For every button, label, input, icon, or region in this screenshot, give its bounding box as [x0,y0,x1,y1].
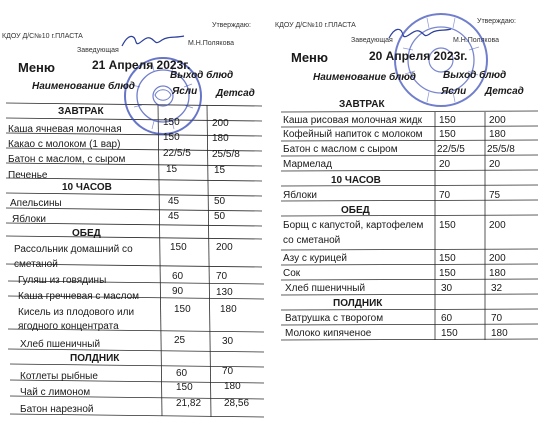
dish-name: Батон с маслом, с сыром [8,154,126,165]
menu-date: 21 Апреля 2023г. [92,58,191,72]
dish-name: Батон с маслом с сыром [283,144,398,155]
dish-name: Молоко кипяченое [285,328,372,339]
nursery-portion: 60 [441,313,453,324]
section-snack: ПОЛДНИК [70,353,120,364]
nursery-portion: 45 [168,211,180,222]
dish-name: Борщ с капустой, картофелем [283,220,424,231]
kindergarten-portion: 200 [212,118,229,129]
section-breakfast: ЗАВТРАК [58,106,104,117]
kindergarten-portion: 200 [216,242,233,253]
nursery-portion: 150 [439,268,456,279]
column-output: Выход блюд [443,70,507,81]
approval-label: Утверждаю: [212,22,251,29]
kindergarten-portion: 180 [489,129,506,140]
dish-name: Батон нарезной [20,404,94,415]
nursery-portion: 60 [172,271,184,282]
dish-name-continued: сметаной [14,259,58,270]
column-kindergarten: Детсад [485,86,524,97]
kindergarten-portion: 180 [489,268,506,279]
dish-name: Ватрушка с творогом [285,313,384,324]
nursery-portion: 150 [163,117,180,128]
kindergarten-portion: 200 [489,220,506,231]
dish-name: Печенье [8,170,48,181]
menu-title: Меню [291,50,329,65]
dish-name: Яблоки [12,214,46,225]
column-dish-name: Наименование блюд [32,81,135,92]
nursery-portion: 150 [174,304,191,315]
dish-name: Кисель из плодового или [18,307,135,318]
column-output: Выход блюд [170,70,234,81]
nursery-portion: 150 [439,253,456,264]
nursery-portion: 22/5/5 [163,148,191,159]
section-lunch: ОБЕД [72,228,101,239]
kindergarten-portion: 75 [489,190,501,201]
kindergarten-portion: 50 [214,211,226,222]
nursery-portion: 25 [174,335,186,346]
menu-date: 20 Апреля 2023г. [369,49,468,63]
dish-name: Сок [283,268,301,279]
dish-name: Рассольник домашний со [14,244,133,255]
manager-label: Заведующая [77,47,119,54]
section-snack: ПОЛДНИК [333,298,383,309]
org-name: КДОУ Д/С№10 г.ПЛАСТА [2,33,83,40]
kindergarten-portion: 130 [216,287,233,298]
dish-name: Яблоки [283,190,317,201]
kindergarten-portion: 70 [491,313,503,324]
manager-name: М.Н.Полякова [188,40,234,47]
kindergarten-portion: 70 [222,366,234,377]
kindergarten-portion: 180 [224,381,241,392]
kindergarten-portion: 32 [491,283,503,294]
nursery-portion: 150 [439,129,456,140]
kindergarten-portion: 15 [214,165,226,176]
dish-name-continued: со сметаной [283,235,341,246]
section-10am: 10 ЧАСОВ [331,175,381,186]
menu-sheet-april-20 [273,0,546,432]
kindergarten-portion: 180 [212,133,229,144]
nursery-portion: 150 [163,132,180,143]
column-dish-name: Наименование блюд [313,72,416,83]
kindergarten-portion: 28,56 [224,398,250,409]
section-breakfast: ЗАВТРАК [339,99,385,110]
kindergarten-portion: 20 [489,159,501,170]
dish-name: Апельсины [10,198,62,209]
section-lunch: ОБЕД [341,205,370,216]
kindergarten-portion: 200 [489,253,506,264]
nursery-portion: 45 [168,196,180,207]
nursery-portion: 60 [176,368,188,379]
dish-name-continued: ягодного концентрата [18,321,119,332]
nursery-portion: 70 [439,190,451,201]
dish-name: Мармелад [283,159,332,170]
kindergarten-portion: 25/5/8 [212,149,240,160]
nursery-portion: 150 [439,115,456,126]
column-nursery: Ясли [441,86,467,97]
kindergarten-portion: 180 [220,304,237,315]
signature-scribble [118,30,188,52]
approval-label: Утверждаю: [477,18,516,25]
dish-name: Какао с молоком (1 вар) [8,139,121,150]
kindergarten-portion: 25/5/8 [487,144,515,155]
kindergarten-portion: 200 [489,115,506,126]
column-nursery: Ясли [172,86,198,97]
nursery-portion: 20 [439,159,451,170]
kindergarten-portion: 180 [491,328,508,339]
dish-name: Чай с лимоном [20,387,91,398]
kindergarten-portion: 50 [214,196,226,207]
dish-name: Хлеб пшеничный [285,283,366,294]
nursery-portion: 150 [170,242,187,253]
nursery-portion: 15 [166,164,178,175]
dish-name: Каша ячневая молочная [8,124,122,135]
nursery-portion: 150 [441,328,458,339]
manager-name: М.Н.Полякова [453,37,499,44]
manager-label: Заведующая [351,37,393,44]
kindergarten-portion: 70 [216,271,228,282]
nursery-portion: 150 [439,220,456,231]
org-name: КДОУ Д/С№10 г.ПЛАСТА [275,22,356,29]
nursery-portion: 90 [172,286,184,297]
dish-name: Каша гречневая с маслом [18,291,140,302]
menu-title: Меню [18,60,56,75]
nursery-portion: 30 [441,283,453,294]
section-10am: 10 ЧАСОВ [62,182,112,193]
dish-name: Азу с курицей [283,253,347,264]
nursery-portion: 150 [176,382,193,393]
dish-name: Котлеты рыбные [20,371,98,382]
dish-name: Кофейный напиток с молоком [283,129,423,140]
kindergarten-portion: 30 [222,336,234,347]
dish-name: Каша рисовая молочная жидк [283,115,423,126]
nursery-portion: 21,82 [176,398,202,409]
nursery-portion: 22/5/5 [437,144,465,155]
dish-name: Хлеб пшеничный [20,339,101,350]
column-kindergarten: Детсад [216,88,255,99]
dish-name: Гуляш из говядины [18,275,107,286]
